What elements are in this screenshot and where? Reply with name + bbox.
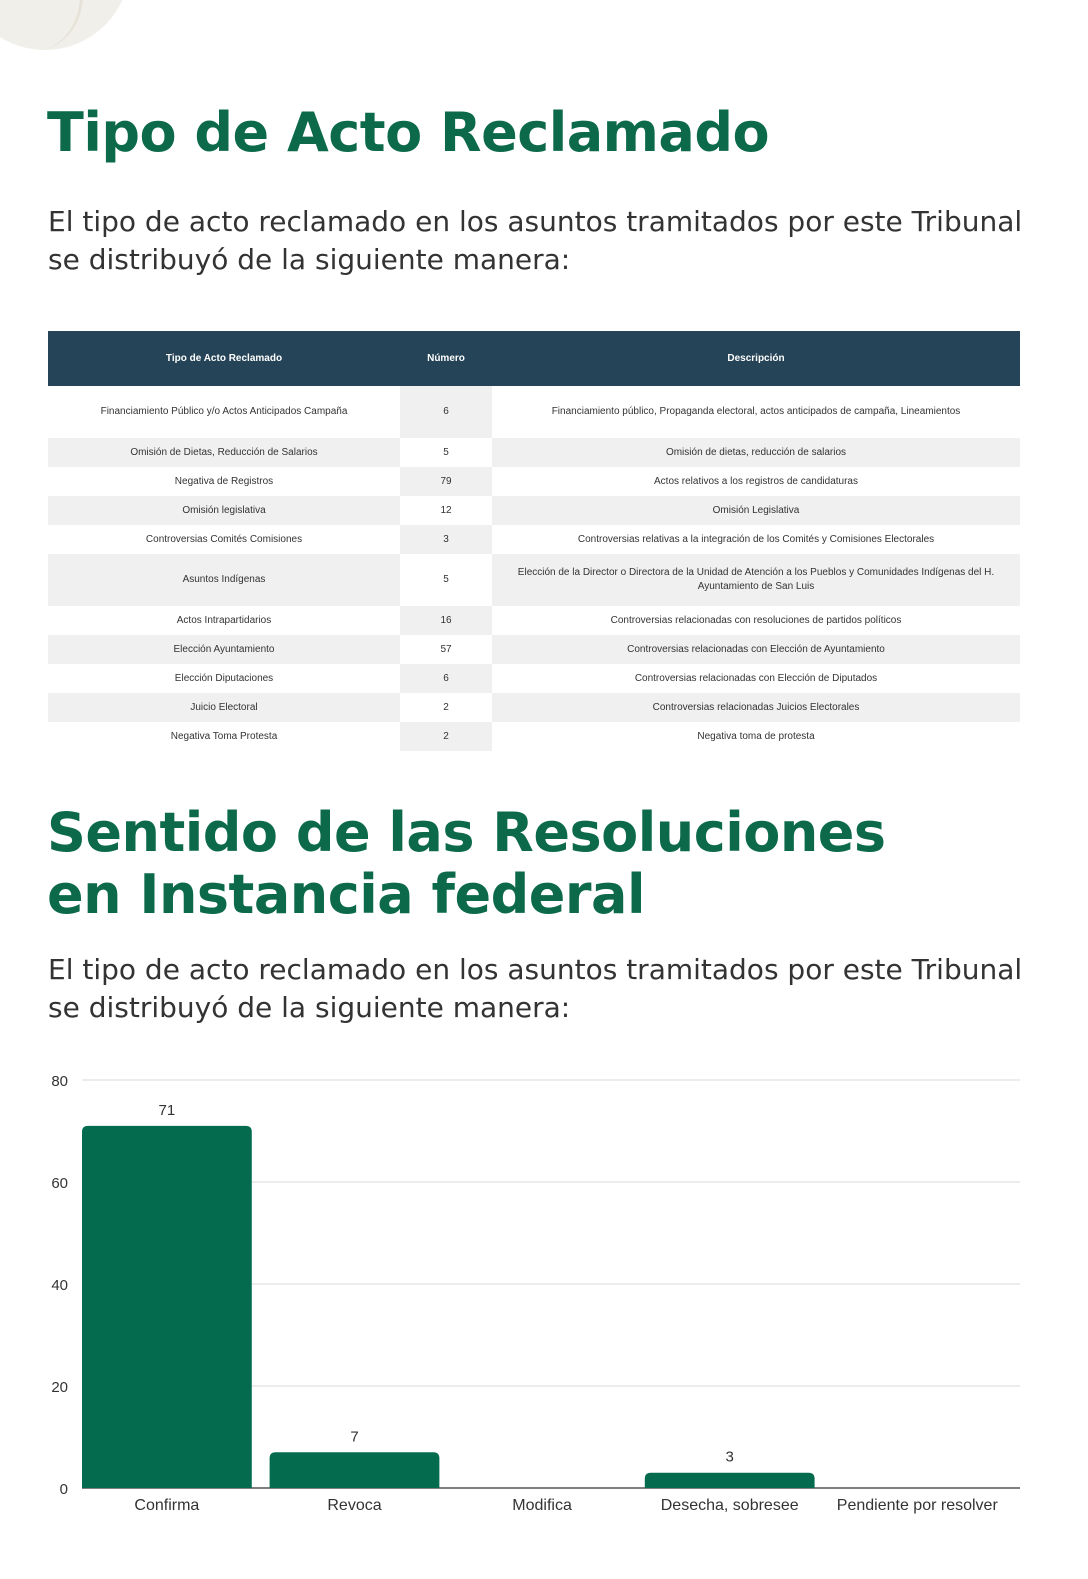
y-tick-label: 60 [51, 1175, 68, 1192]
cell-descripcion: Omisión Legislativa [492, 496, 1020, 525]
acto-reclamado-table [48, 331, 1020, 751]
cell-tipo: Omisión legislativa [48, 496, 400, 525]
cell-numero: 57 [400, 635, 492, 664]
section-title-line1: Sentido de las Resoluciones [47, 801, 886, 864]
cell-descripcion: Controversias relacionadas con resoluciones de partidos políticos [492, 606, 1020, 635]
cell-numero: 5 [400, 438, 492, 467]
table-row [48, 386, 1020, 438]
cell-numero: 2 [400, 722, 492, 751]
cell-tipo: Controversias Comités Comisiones [48, 525, 400, 554]
section-intro-sentido: El tipo de acto reclamado en los asuntos tramitados por este Tribunal se distribuyó de la siguiente manera: [48, 953, 1023, 1024]
table-row [48, 496, 1020, 525]
cell-tipo: Actos Intrapartidarios [48, 606, 400, 635]
x-tick-label: Modifica [512, 1497, 572, 1514]
bar [270, 1452, 440, 1488]
bar-data-label: 71 [158, 1101, 176, 1119]
table-row [48, 635, 1020, 664]
cell-descripcion: Omisión de dietas, reducción de salarios [492, 438, 1020, 467]
table-row [48, 554, 1020, 606]
header-numero: Número [400, 331, 492, 386]
y-tick-label: 80 [51, 1073, 68, 1090]
cell-numero: 6 [400, 664, 492, 693]
bar [82, 1126, 252, 1488]
x-tick-label: Pendiente por resolver [836, 1497, 998, 1514]
cell-numero: 5 [400, 554, 492, 606]
cell-tipo: Asuntos Indígenas [48, 554, 400, 606]
cell-tipo: Juicio Electoral [48, 693, 400, 722]
table-row [48, 525, 1020, 554]
y-tick-label: 20 [51, 1379, 68, 1396]
cell-numero: 2 [400, 693, 492, 722]
section-title-tipo-acto: Tipo de Acto Reclamado [47, 101, 770, 164]
table-row [48, 722, 1020, 751]
cell-numero: 79 [400, 467, 492, 496]
cell-descripcion: Controversias relacionadas con Elección de Diputados [492, 664, 1020, 693]
cell-numero: 12 [400, 496, 492, 525]
cell-descripcion: Controversias relacionadas con Elección de Ayuntamiento [492, 635, 1020, 664]
table-row [48, 693, 1020, 722]
y-tick-label: 40 [51, 1277, 68, 1294]
section-intro-tipo-acto: El tipo de acto reclamado en los asuntos tramitados por este Tribunal se distribuyó de la siguiente manera: [48, 205, 1023, 276]
x-tick-label: Desecha, sobresee [660, 1497, 799, 1514]
x-tick-label: Revoca [327, 1497, 382, 1514]
cell-descripcion: Negativa toma de protesta [492, 722, 1020, 751]
table-row [48, 664, 1020, 693]
table-header-row [48, 331, 1020, 386]
cell-descripcion: Elección de la Director o Directora de la Unidad de Atención a los Pueblos y Comunidades Indígenas del H. Ayuntamiento de San Luis [492, 554, 1020, 606]
bar-data-label: 7 [350, 1428, 359, 1446]
bar-data-label: 3 [725, 1448, 734, 1466]
table-row [48, 467, 1020, 496]
resoluciones-bar-chart [0, 1060, 1088, 1530]
table-row [48, 606, 1020, 635]
cell-numero: 16 [400, 606, 492, 635]
header-descripcion: Descripción [492, 331, 1020, 386]
cell-numero: 6 [400, 386, 492, 438]
cell-descripcion: Financiamiento público, Propaganda electoral, actos anticipados de campaña, Lineamientos [492, 386, 1020, 438]
y-tick-label: 0 [59, 1481, 68, 1498]
table-row [48, 438, 1020, 467]
section-title-line2: en Instancia federal [47, 863, 645, 926]
x-tick-label: Confirma [134, 1497, 200, 1514]
cell-tipo: Negativa Toma Protesta [48, 722, 400, 751]
cell-tipo: Financiamiento Público y/o Actos Anticipados Campaña [48, 386, 400, 438]
table-body [48, 386, 1020, 751]
cell-tipo: Elección Ayuntamiento [48, 635, 400, 664]
cell-numero: 3 [400, 525, 492, 554]
cell-descripcion: Actos relativos a los registros de candidaturas [492, 467, 1020, 496]
header-tipo: Tipo de Acto Reclamado [48, 331, 400, 386]
cell-tipo: Omisión de Dietas, Reducción de Salarios [48, 438, 400, 467]
bar [645, 1473, 815, 1488]
cell-descripcion: Controversias relacionadas Juicios Electorales [492, 693, 1020, 722]
cell-tipo: Elección Diputaciones [48, 664, 400, 693]
cell-descripcion: Controversias relativas a la integración de los Comités y Comisiones Electorales [492, 525, 1020, 554]
cell-tipo: Negativa de Registros [48, 467, 400, 496]
section-title-sentido [47, 802, 886, 926]
